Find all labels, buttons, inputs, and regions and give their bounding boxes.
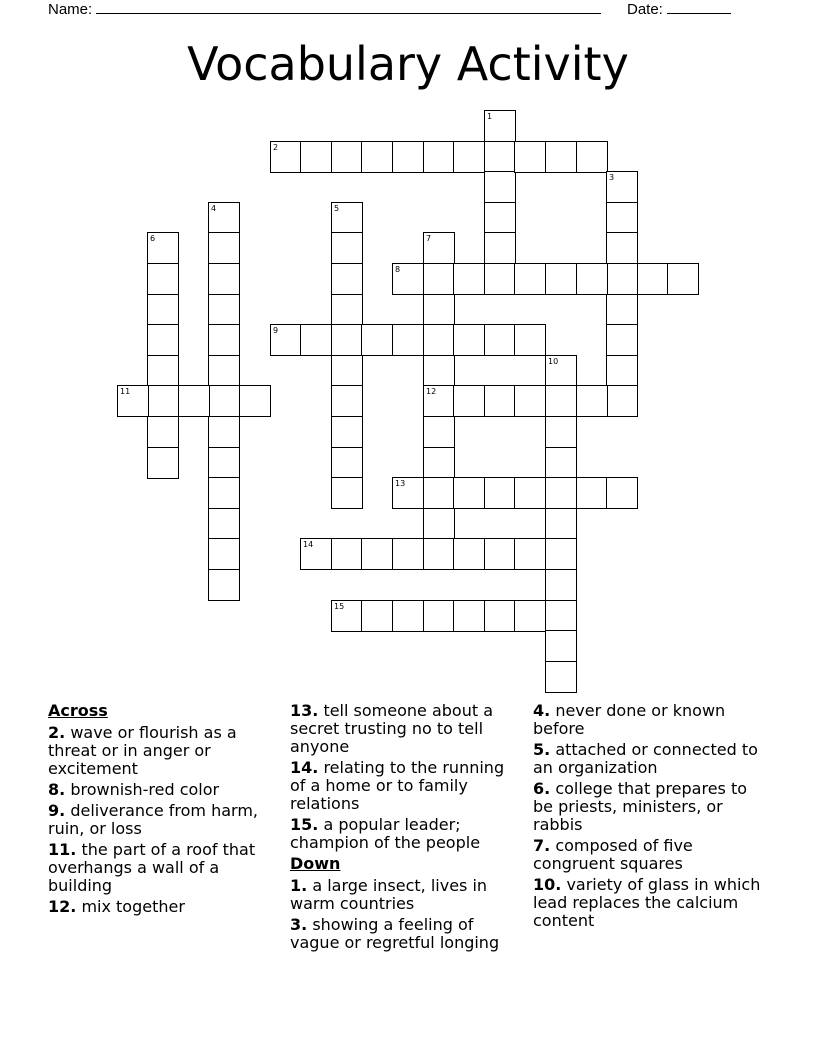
clue-column-2 (290, 700, 520, 955)
crossword-cell[interactable] (545, 477, 577, 509)
crossword-cell[interactable] (331, 447, 363, 479)
clue-number: 7 (426, 234, 432, 243)
crossword-cell[interactable] (392, 263, 424, 295)
crossword-cell[interactable] (484, 232, 516, 264)
crossword-cell[interactable] (208, 385, 240, 417)
crossword-cell[interactable] (514, 538, 546, 570)
crossword-cell[interactable] (239, 385, 271, 417)
crossword-cell[interactable] (606, 477, 638, 509)
crossword-cell[interactable] (208, 202, 240, 234)
crossword-cell[interactable] (147, 447, 179, 479)
crossword-cell[interactable] (545, 385, 577, 417)
across-heading: Across (48, 701, 108, 720)
clue-number: 11 (120, 387, 131, 396)
crossword-cell[interactable] (270, 324, 302, 356)
crossword-cell[interactable] (667, 263, 699, 295)
crossword-cell[interactable] (453, 538, 485, 570)
crossword-cell[interactable] (423, 600, 455, 632)
crossword-cell[interactable] (576, 477, 608, 509)
crossword-cell[interactable] (208, 447, 240, 479)
crossword-cell[interactable] (453, 263, 485, 295)
clue-number: 12 (426, 387, 437, 396)
crossword-cell[interactable] (606, 232, 638, 264)
clue-number: 9 (273, 326, 279, 335)
crossword-cell[interactable] (545, 447, 577, 479)
crossword-cell[interactable] (423, 508, 455, 540)
crossword-cell[interactable] (331, 202, 363, 234)
crossword-cell[interactable] (208, 294, 240, 326)
crossword-cell[interactable] (208, 508, 240, 540)
crossword-cell[interactable] (361, 324, 393, 356)
clue-across-12: 12. mix together (48, 897, 185, 916)
crossword-cell[interactable] (484, 477, 516, 509)
crossword-cell[interactable] (545, 141, 577, 173)
crossword-cell[interactable] (606, 294, 638, 326)
crossword-cell[interactable] (484, 263, 516, 295)
clue-across-14: 14. relating to the running of a home or to family relations (290, 758, 505, 813)
crossword-cell[interactable] (484, 600, 516, 632)
crossword-cell[interactable] (270, 141, 302, 173)
crossword-cell[interactable] (147, 324, 179, 356)
crossword-cell[interactable] (514, 385, 546, 417)
clue-number: 2 (273, 143, 279, 152)
crossword-cell[interactable] (208, 569, 240, 601)
clue-number: 15 (334, 602, 345, 611)
page-title: Vocabulary Activity (187, 37, 629, 91)
crossword-cell[interactable] (392, 538, 424, 570)
crossword-cell[interactable] (117, 385, 149, 417)
crossword-cell[interactable] (545, 630, 577, 662)
clue-down-6: 6. college that prepares to be priests, ministers, or rabbis (533, 779, 748, 834)
crossword-cell[interactable] (514, 141, 546, 173)
crossword-cell[interactable] (423, 141, 455, 173)
crossword-cell[interactable] (484, 171, 516, 203)
crossword-cell[interactable] (300, 324, 332, 356)
crossword-cell[interactable] (423, 477, 455, 509)
crossword-cell[interactable] (576, 141, 608, 173)
crossword-cell[interactable] (637, 263, 669, 295)
crossword-cell[interactable] (331, 232, 363, 264)
crossword-cell[interactable] (208, 263, 240, 295)
crossword-cell[interactable] (392, 141, 424, 173)
crossword-cell[interactable] (545, 355, 577, 387)
crossword-cell[interactable] (484, 110, 516, 142)
crossword-cell[interactable] (545, 661, 577, 693)
name-label: Name: (48, 1, 93, 18)
crossword-cell[interactable] (484, 324, 516, 356)
crossword-cell[interactable] (423, 294, 455, 326)
crossword-cell[interactable] (545, 263, 577, 295)
clue-number: 10 (548, 357, 559, 366)
clue-number: 4 (211, 204, 217, 213)
crossword-cell[interactable] (147, 355, 179, 387)
crossword-cell[interactable] (484, 202, 516, 234)
crossword-cell[interactable] (606, 355, 638, 387)
crossword-cell[interactable] (331, 477, 363, 509)
crossword-cell[interactable] (147, 263, 179, 295)
crossword-cell[interactable] (453, 324, 485, 356)
clue-down-1: 1. a large insect, lives in warm countries (290, 876, 488, 913)
crossword-cell[interactable] (423, 385, 455, 417)
crossword-cell[interactable] (545, 416, 577, 448)
crossword-cell[interactable] (453, 385, 485, 417)
crossword-cell[interactable] (147, 232, 179, 264)
clue-number: 6 (150, 234, 156, 243)
crossword-cell[interactable] (576, 385, 608, 417)
crossword-cell[interactable] (545, 538, 577, 570)
crossword-cell[interactable] (208, 232, 240, 264)
clue-across-8: 8. brownish-red color (48, 780, 220, 799)
clue-number: 1 (487, 112, 493, 121)
crossword-cell[interactable] (545, 600, 577, 632)
clue-down-3: 3. showing a feeling of vague or regretful longing (290, 915, 500, 952)
crossword-cell[interactable] (331, 385, 363, 417)
crossword-cell[interactable] (606, 171, 638, 203)
crossword-cell[interactable] (361, 141, 393, 173)
crossword-cell[interactable] (423, 447, 455, 479)
clue-down-7: 7. composed of five congruent squares (533, 836, 693, 873)
date-label: Date: (627, 1, 663, 18)
clue-across-2: 2. wave or flourish as a threat or in anger or excitement (48, 723, 237, 778)
crossword-cell[interactable] (484, 538, 516, 570)
crossword-cell[interactable] (453, 600, 485, 632)
crossword-cell[interactable] (392, 324, 424, 356)
crossword-cell[interactable] (300, 538, 332, 570)
crossword-cell[interactable] (208, 355, 240, 387)
crossword-cell[interactable] (331, 141, 363, 173)
crossword-cell[interactable] (300, 141, 332, 173)
crossword-cell[interactable] (423, 538, 455, 570)
crossword-cell[interactable] (514, 263, 546, 295)
clue-down-4: 4. never done or known before (533, 701, 726, 738)
crossword-cell[interactable] (545, 569, 577, 601)
crossword-cell[interactable] (331, 355, 363, 387)
crossword-cell[interactable] (423, 355, 455, 387)
crossword-cell[interactable] (514, 324, 546, 356)
crossword-cell[interactable] (423, 263, 455, 295)
crossword-cell[interactable] (361, 538, 393, 570)
crossword-cell[interactable] (331, 324, 363, 356)
crossword-cell[interactable] (178, 385, 210, 417)
crossword-cell[interactable] (331, 263, 363, 295)
crossword-cell[interactable] (423, 324, 455, 356)
down-heading: Down (290, 854, 341, 873)
clue-number: 8 (395, 265, 401, 274)
crossword-cell[interactable] (514, 477, 546, 509)
crossword-cell[interactable] (606, 263, 638, 295)
crossword-cell[interactable] (606, 385, 638, 417)
crossword-cell[interactable] (208, 324, 240, 356)
crossword-cell[interactable] (453, 141, 485, 173)
crossword-cell[interactable] (331, 538, 363, 570)
crossword-cell[interactable] (514, 600, 546, 632)
crossword-cell[interactable] (361, 600, 393, 632)
crossword-cell[interactable] (423, 232, 455, 264)
clue-column-3 (533, 700, 768, 933)
crossword-cell[interactable] (208, 416, 240, 448)
clue-number: 5 (334, 204, 340, 213)
crossword-cell[interactable] (392, 600, 424, 632)
crossword-cell[interactable] (331, 600, 363, 632)
clue-number: 13 (395, 479, 406, 488)
clue-column-1 (48, 700, 273, 919)
crossword-cell[interactable] (453, 477, 485, 509)
clue-across-13: 13. tell someone about a secret trusting no to tell anyone (290, 701, 493, 756)
crossword-cell[interactable] (484, 141, 516, 173)
crossword-cell[interactable] (423, 416, 455, 448)
clue-down-5: 5. attached or connected to an organization (533, 740, 758, 777)
crossword-cell[interactable] (392, 477, 424, 509)
crossword-cell[interactable] (147, 385, 179, 417)
crossword-cell[interactable] (606, 324, 638, 356)
clue-across-15: 15. a popular leader; champion of the people (290, 815, 481, 852)
crossword-cell[interactable] (208, 538, 240, 570)
crossword-cell[interactable] (147, 294, 179, 326)
clue-number: 3 (609, 173, 615, 182)
crossword-cell[interactable] (545, 508, 577, 540)
crossword-cell[interactable] (484, 385, 516, 417)
clue-across-11: 11. the part of a roof that overhangs a wall of a building (48, 840, 256, 895)
crossword-cell[interactable] (147, 416, 179, 448)
clue-number: 14 (303, 540, 314, 549)
crossword-cell[interactable] (576, 263, 608, 295)
clue-across-9: 9. deliverance from harm, ruin, or loss (48, 801, 258, 838)
crossword-cell[interactable] (331, 294, 363, 326)
clue-down-10: 10. variety of glass in which lead replaces the calcium content (533, 875, 761, 930)
crossword-cell[interactable] (208, 477, 240, 509)
crossword-cell[interactable] (331, 416, 363, 448)
crossword-cell[interactable] (606, 202, 638, 234)
